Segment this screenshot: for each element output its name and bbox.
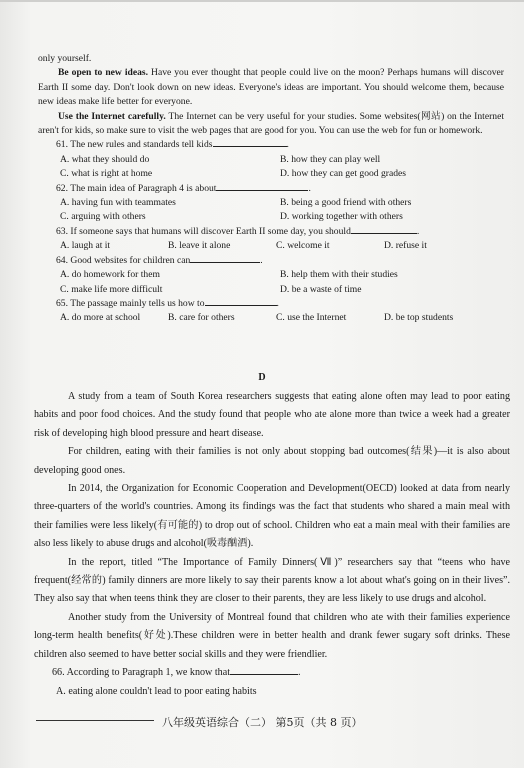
option[interactable]: A. do homework for them [60, 269, 160, 281]
option[interactable]: A. what they should do [60, 153, 150, 165]
part-d-content [34, 388, 510, 701]
paragraph-body: The Internet can be very useful for your studies. Some websites(网站) on the Internet aren't for kids, so make sure to visit the web pages that are good for you. You can use the web for fun or homework. [38, 110, 504, 137]
option[interactable]: B. being a good friend with others [280, 197, 412, 209]
option[interactable]: C. make life more difficult [60, 283, 163, 295]
answer-blank[interactable] [190, 262, 260, 263]
option[interactable]: D. be a waste of time [280, 283, 362, 295]
option[interactable]: B. how they can play well [280, 153, 381, 165]
paragraph-new-ideas [38, 66, 504, 109]
question-stem: 61. The new rules and standards tell kids [56, 139, 213, 151]
question-stem: 64. Good websites for children can [56, 254, 191, 266]
question-65: 65. The passage mainly tells us how to . [56, 297, 279, 309]
option[interactable]: D. working together with others [280, 211, 403, 223]
answer-blank[interactable] [351, 233, 417, 234]
question-stem: 66. According to Paragraph 1, we know that [52, 667, 231, 679]
option[interactable]: D. refuse it [384, 240, 427, 252]
question-stem: 63. If someone says that humans will discover Earth II some day, you should [56, 225, 351, 237]
option[interactable]: C. what is right at home [60, 168, 153, 180]
option[interactable]: D. be top students [384, 312, 454, 324]
paragraph-d2: For children, eating with their families is not only about stopping bad outcomes(结果)—it is also about developing good ones. [34, 446, 510, 476]
options-65 [60, 311, 504, 325]
option[interactable]: C. arguing with others [60, 211, 146, 223]
option[interactable]: C. welcome it [276, 240, 330, 252]
paragraph-d3: In 2014, the Organization for Economic Cooperation and Development(OECD) looked at data from nearly three-quarters of the world's countries. Among its findings was the fact that students who shared a main meal with their families were less likely(有可能的) to drop out of school. Children who eat a main meal with their families are also less likely to abuse drugs and alcohol(吸毒酗酒). [34, 483, 510, 550]
paragraph-body: Have you ever thought that people could live on the moon? Perhaps humans will discover Earth II some day. Don't look down on new ideas. Everyone's ideas are important. You should welcome them, because new ideas make life better for everyone. [38, 67, 504, 108]
options-64 [60, 268, 504, 297]
question-62: 62. The main idea of Paragraph 4 is about . [56, 182, 311, 194]
paragraph-internet [38, 110, 504, 139]
option[interactable]: B. help them with their studies [280, 269, 398, 281]
options-61 [60, 153, 504, 182]
question-stem: 65. The passage mainly tells us how to [56, 297, 205, 309]
option[interactable]: A. do more at school [60, 312, 141, 324]
paragraph-d4: In the report, titled “The Importance of Family Dinners(Ⅶ)” researchers say that “teens who have frequent(经常的) family dinners are more likely to say their parents know a lot about what's going on in their lives”. They also say that when teens think they are closer to their parents, they are less likely to use drugs and alcohol. [34, 556, 510, 605]
option[interactable]: A. eating alone couldn't lead to poor eating habits [56, 685, 257, 697]
question-61: 61. The new rules and standards tell kids . [56, 139, 289, 151]
top-edge [0, 0, 524, 2]
question-63: 63. If someone says that humans will discover Earth II some day, you should . [56, 225, 420, 237]
question-66: 66. According to Paragraph 1, we know that . [52, 667, 301, 679]
option[interactable]: B. leave it alone [168, 240, 231, 252]
part-c-content [38, 52, 504, 326]
paragraph-d5: Another study from the University of Montreal found that children who ate with their families experience long-term health benefits(好处).These children were in better health and drank fewer sugary soft drinks. These children also seemed to have better social skills and they were friendlier. [34, 611, 510, 660]
continued-line: only yourself. [38, 53, 92, 64]
option[interactable]: D. how they can get good grades [280, 168, 407, 180]
question-64: 64. Good websites for children can . [56, 254, 263, 266]
answer-blank[interactable] [216, 190, 308, 191]
page-footer [0, 718, 524, 742]
paragraph-heading: Be open to new ideas. [58, 67, 149, 79]
paragraph-heading: Use the Internet carefully. [58, 110, 166, 122]
options-63 [60, 239, 504, 253]
option[interactable]: A. having fun with teammates [60, 197, 176, 209]
options-62 [60, 196, 504, 225]
option[interactable]: C. use the Internet [276, 312, 347, 324]
footer-rule [36, 720, 154, 721]
footer-page-info: 八年级英语综合（二） 第5页（共 8 页） [162, 716, 363, 729]
section-heading-d: D [258, 372, 266, 383]
answer-blank[interactable] [230, 674, 298, 675]
option[interactable]: B. care for others [168, 312, 235, 324]
paragraph-d1: A study from a team of South Korea researchers suggests that eating alone often may lead to poor eating habits and poor food choices. And the study found that people who ate alone more than twice a week had a greater risk of developing high blood pressure and heart disease. [34, 391, 510, 439]
answer-blank[interactable] [213, 146, 287, 147]
question-stem: 62. The main idea of Paragraph 4 is about [56, 182, 217, 194]
option[interactable]: A. laugh at it [60, 240, 111, 252]
answer-blank[interactable] [205, 305, 277, 306]
